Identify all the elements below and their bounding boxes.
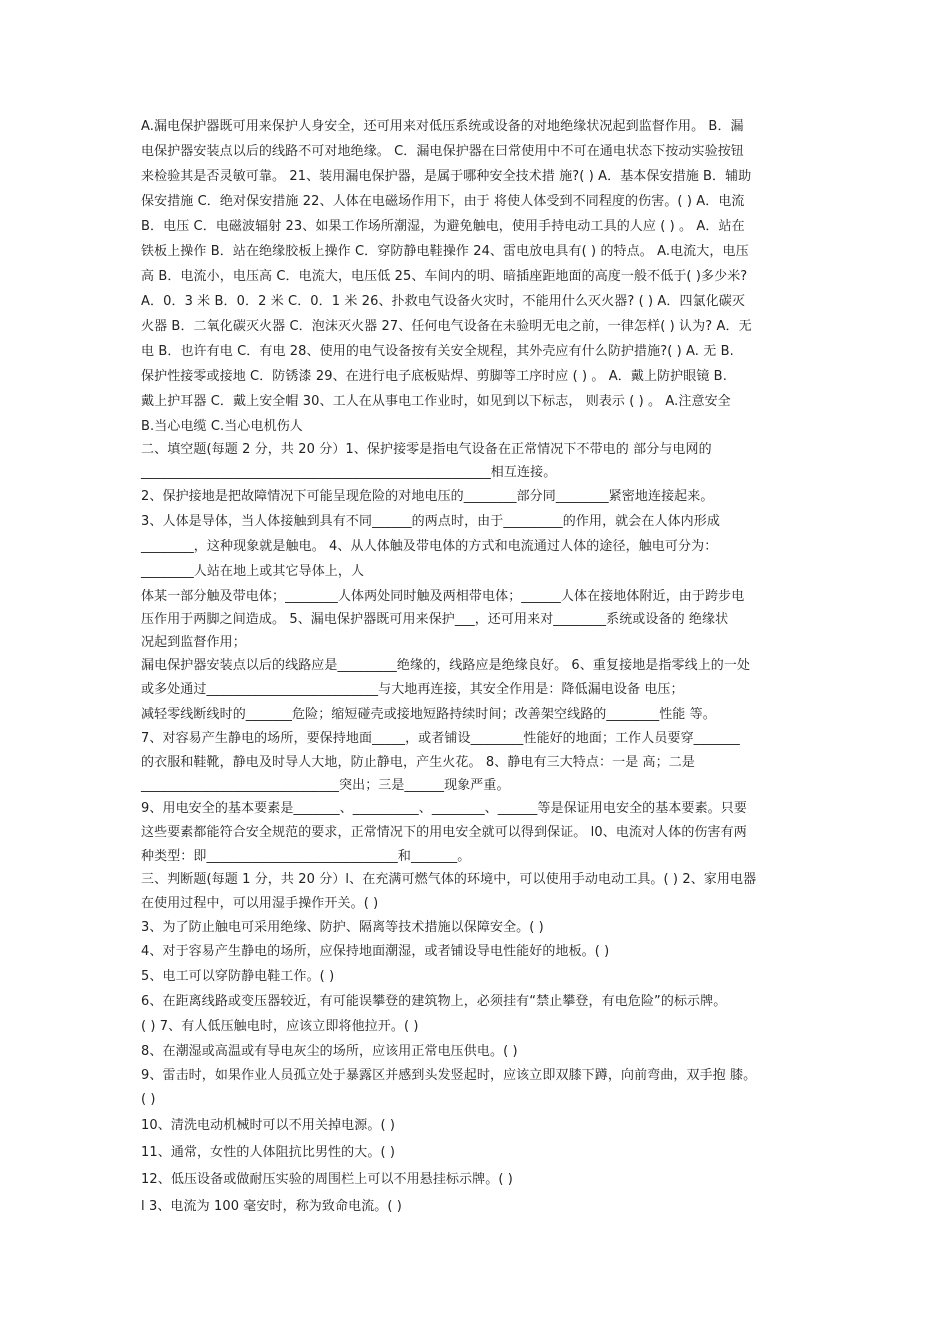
text-line: 况起到监督作用； (141, 635, 246, 650)
text-line: 种类型：即_____________________________和_______。 (141, 849, 471, 864)
text-line: 的衣服和鞋靴，静电及时导人大地，防止静电，产生火花。 8、静电有三大特点：一是 高；二是 (141, 755, 695, 770)
text-line: 高 B．电流小，电压高 C．电流大，电压低 25、车间内的明、暗插座距地面的高度一般不低于( )多少米? (141, 269, 748, 284)
text-line: 6、在距离线路或变压器较近，有可能误攀登的建筑物上，必须挂有“禁止攀登，有电危险”的标示牌。 (141, 994, 727, 1009)
text-line: 10、清洗电动机械时可以不用关掉电源。( ) (141, 1118, 396, 1133)
text-line: 铁板上操作 B．站在绝缘胶板上操作 C．穿防静电鞋操作 24、雷电放电具有( ) 的特点。 A.电流大，电压 (141, 244, 749, 259)
text-line: 11、通常，女性的人体阻抗比男性的大。( ) (141, 1145, 396, 1160)
text-line: 漏电保护器安装点以后的线路应是_________绝缘的，线路应是绝缘良好。 6、重复接地是指零线上的一处 (141, 658, 751, 673)
section-heading: 二、填空题(每题 2 分，共 20 分）1、保护接零是指电气设备在正常情况下不带电的 部分与电网的 (141, 442, 712, 457)
text-line: A.漏电保护器既可用来保护人身安全，还可用来对低压系统或设备的对地绝缘状况起到监督作用。 B．漏 (141, 119, 744, 134)
text-line: 4、对于容易产生静电的场所，应保持地面潮湿，或者铺设导电性能好的地板。( ) (141, 944, 610, 959)
text-line: B.当心电缆 C.当心电机伤人 (141, 419, 303, 434)
text-line: A．0．3 米 B．0．2 米 C．0．1 米 26、扑救电气设备火灾时，不能用什么灭火器? ( ) A．四氯化碳灭 (141, 294, 745, 309)
text-line: 这些要素都能符合安全规范的要求，正常情况下的用电安全就可以得到保证。 l0、电流对人体的伤害有两 (141, 825, 747, 840)
text-line: 9、用电安全的基本要素是_______、__________、________、______等是保证用电安全的基本要素。只要 (141, 801, 747, 816)
text-line: ______________________________突出；三是______现象严重。 (141, 778, 510, 793)
text-line: 减轻零线断线时的_______危险；缩短碰壳或接地短路持续时间；改善架空线路的________性能 等。 (141, 707, 716, 722)
text-line: 9、雷击时，如果作业人员孤立处于暴露区并感到头发竖起时，应该立即双膝下蹲，向前弯曲，双手抱 膝。 (141, 1068, 757, 1083)
text-line: 3、人体是导体，当人体接触到具有不同______的两点时，由于_________的作用，就会在人体内形成 (141, 514, 720, 529)
text-line: 7、对容易产生静电的场所，要保持地面_____，或者铺设________性能好的地面；工作人员要穿_______ (141, 731, 740, 746)
text-line: ( ) 7、有人低压触电时，应该立即将他拉开。( ) (141, 1019, 419, 1034)
text-line: 12、低压设备或做耐压实验的周围栏上可以不用悬挂标示牌。( ) (141, 1172, 513, 1187)
text-line: 电 B．也许有电 C．有电 28、使用的电气设备按有关安全规程，其外壳应有什么防护措施?( ) A. 无 B. (141, 344, 734, 359)
text-line: 来检验其是否灵敏可靠。 21、装用漏电保护器，是属于哪种安全技术措 施?( ) A．基本保安措施 B．辅助 (141, 169, 752, 184)
text-line: ( ) (141, 1092, 156, 1107)
text-line: B．电压 C．电磁波辐射 23、如果工作场所潮湿，为避免触电，使用手持电动工具的人应 ( ) 。 A．站在 (141, 219, 745, 234)
text-line: 或多处通过__________________________与大地再连接，其安全作用是：降低漏电设备 电压； (141, 682, 684, 697)
text-line: _____________________________________________________相互连接。 (141, 465, 557, 480)
text-line: 体某一部分触及带电体；________人体两处同时触及两相带电体；______人体在接地体附近，由于跨步电 (141, 589, 745, 604)
text-line: 电保护器安装点以后的线路不可对地绝缘。 C．漏电保护器在曰常使用中不可在通电状态下按动实验按钮 (141, 144, 744, 159)
text-line: ________人站在地上或其它导体上，人 (141, 564, 365, 579)
text-line: 戴上护耳器 C．戴上安全帽 30、工人在从事电工作业时，如见到以下标志， 则表示 ( ) 。 A.注意安全 (141, 394, 731, 409)
text-line: 火器 B．二氧化碳灭火器 C．泡沫灭火器 27、任何电气设备在未验明无电之前，一律怎样( ) 认为? A．无 (141, 319, 752, 334)
text-line: 在使用过程中，可以用湿手操作开关。( ) (141, 896, 379, 911)
text-line: 2、保护接地是把故障情况下可能呈现危险的对地电压的________部分同________紧密地连接起来。 (141, 489, 714, 504)
text-line: 5、电工可以穿防静电鞋工作。( ) (141, 969, 335, 984)
text-line: 保安措施 C．绝对保安措施 22、人体在电磁场作用下，由于 将使人体受到不同程度的伤害。( ) A．电流 (141, 194, 745, 209)
text-line: 压作用于两脚之间造成。 5、漏电保护器既可用来保护___，还可用来对________系统或设备的 绝缘状 (141, 612, 729, 627)
text-line: 8、在潮湿或高温或有导电灰尘的场所，应该用正常电压供电。( ) (141, 1044, 518, 1059)
text-line: 3、为了防止触电可采用绝缘、防护、隔离等技术措施以保障安全。( ) (141, 920, 544, 935)
text-line: l 3、电流为 100 毫安时，称为致命电流。( ) (141, 1199, 402, 1214)
text-line: 保护性接零或接地 C．防锈漆 29、在进行电子底板贴焊、剪脚等工序时应 ( ) 。 A．戴上防护眼镜 B. (141, 369, 727, 384)
text-line: ________，这种现象就是触电。 4、从人体触及带电体的方式和电流通过人体的途径，触电可分为： (141, 539, 718, 554)
section-heading: 三、判断题(每题 1 分，共 20 分）l、在充满可燃气体的环境中，可以使用手动电动工具。( ) 2、家用电器 (141, 872, 757, 887)
